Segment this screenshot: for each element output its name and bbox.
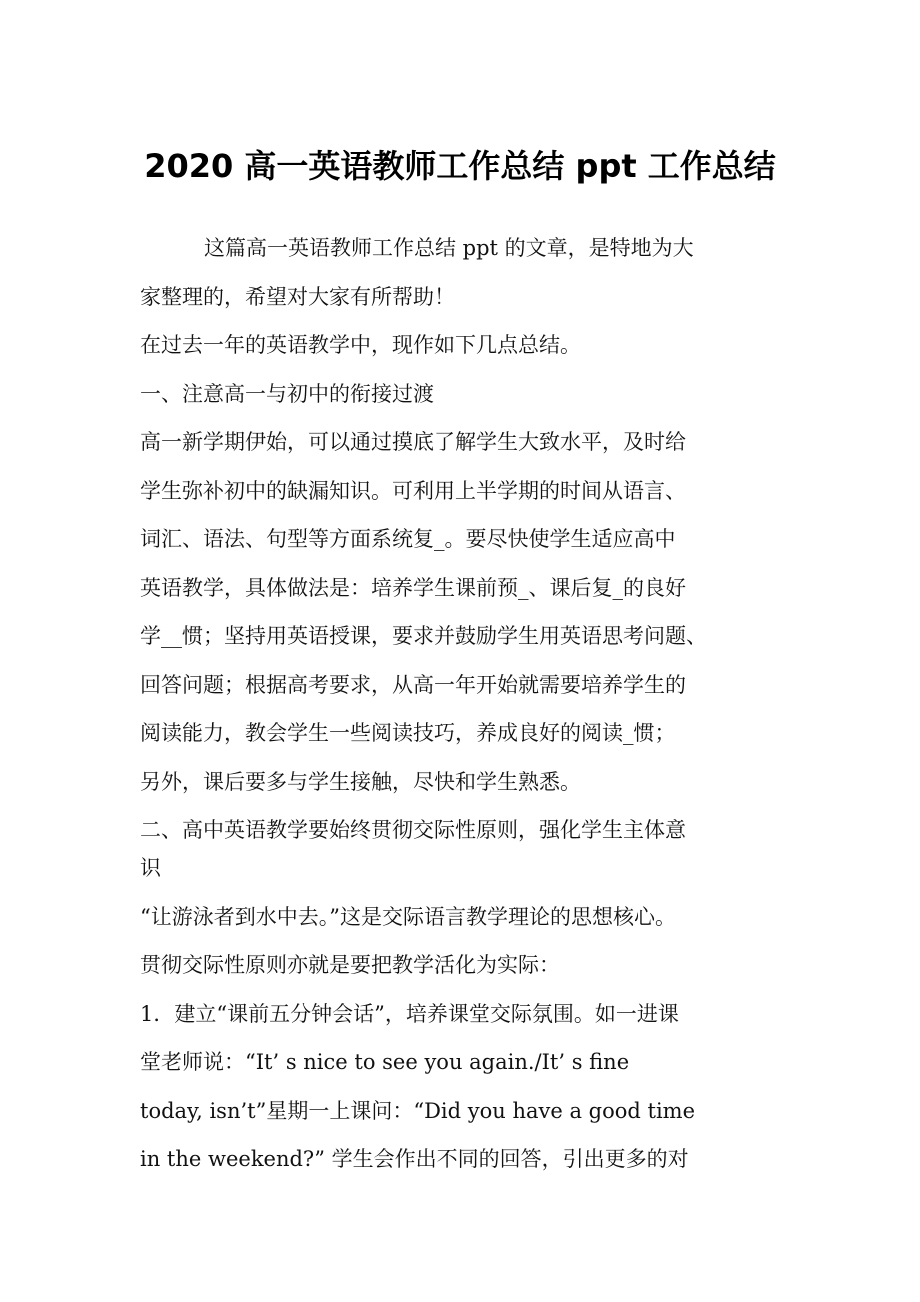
paragraph-line: 高一新学期伊始，可以通过摸底了解学生大致水平，及时给 (140, 430, 686, 454)
paragraph-line: 这篇高一英语教师工作总结 ppt 的文章，是特地为大 (204, 236, 694, 260)
paragraph-line: 堂老师说：“It’ s nice to see you again./It’ s fine (140, 1050, 630, 1074)
paragraph-line: 回答问题；根据高考要求，从高一年开始就需要培养学生的 (140, 672, 686, 697)
paragraph-line: 阅读能力，教会学生一些阅读技巧，养成良好的阅读_惯； (140, 721, 676, 745)
paragraph-line: 英语教学，具体做法是：培养学生课前预_、课后复_的良好 (140, 575, 686, 600)
paragraph-line: 1．建立“课前五分钟会话”，培养课堂交际氛围。如一进课 (140, 1001, 679, 1026)
paragraph-line: 词汇、语法、句型等方面系统复_。要尽快使学生适应高中 (140, 527, 676, 551)
section-heading: 二、高中英语教学要始终贯彻交际性原则，强化学生主体意 (140, 818, 686, 842)
paragraph-line: “让游泳者到水中去。”这是交际语言教学理论的思想核心。 (140, 904, 676, 929)
paragraph-line: 学__惯；坚持用英语授课，要求并鼓励学生用英语思考问题、 (140, 624, 707, 648)
paragraph-line: 家整理的，希望对大家有所帮助！ (140, 284, 455, 309)
document-body (140, 224, 800, 1184)
document-title: 2020 高一英语教师工作总结 ppt 工作总结 (144, 147, 776, 185)
paragraph-line: 贯彻交际性原则亦就是要把教学活化为实际： (140, 953, 560, 977)
paragraph-line: today, isn’t”星期一上课问：“Did you have a good time (140, 1098, 696, 1123)
section-heading: 一、注意高一与初中的衔接过渡 (140, 381, 434, 406)
paragraph-line: in the weekend?” 学生会作出不同的回答，引出更多的对 (140, 1147, 689, 1171)
paragraph-line: 在过去一年的英语教学中，现作如下几点总结。 (140, 333, 581, 357)
paragraph-line: 学生弥补初中的缺漏知识。可利用上半学期的时间从语言、 (140, 478, 686, 503)
section-heading-continued: 识 (140, 856, 161, 880)
paragraph-line: 另外，课后要多与学生接触，尽快和学生熟悉。 (140, 769, 581, 794)
